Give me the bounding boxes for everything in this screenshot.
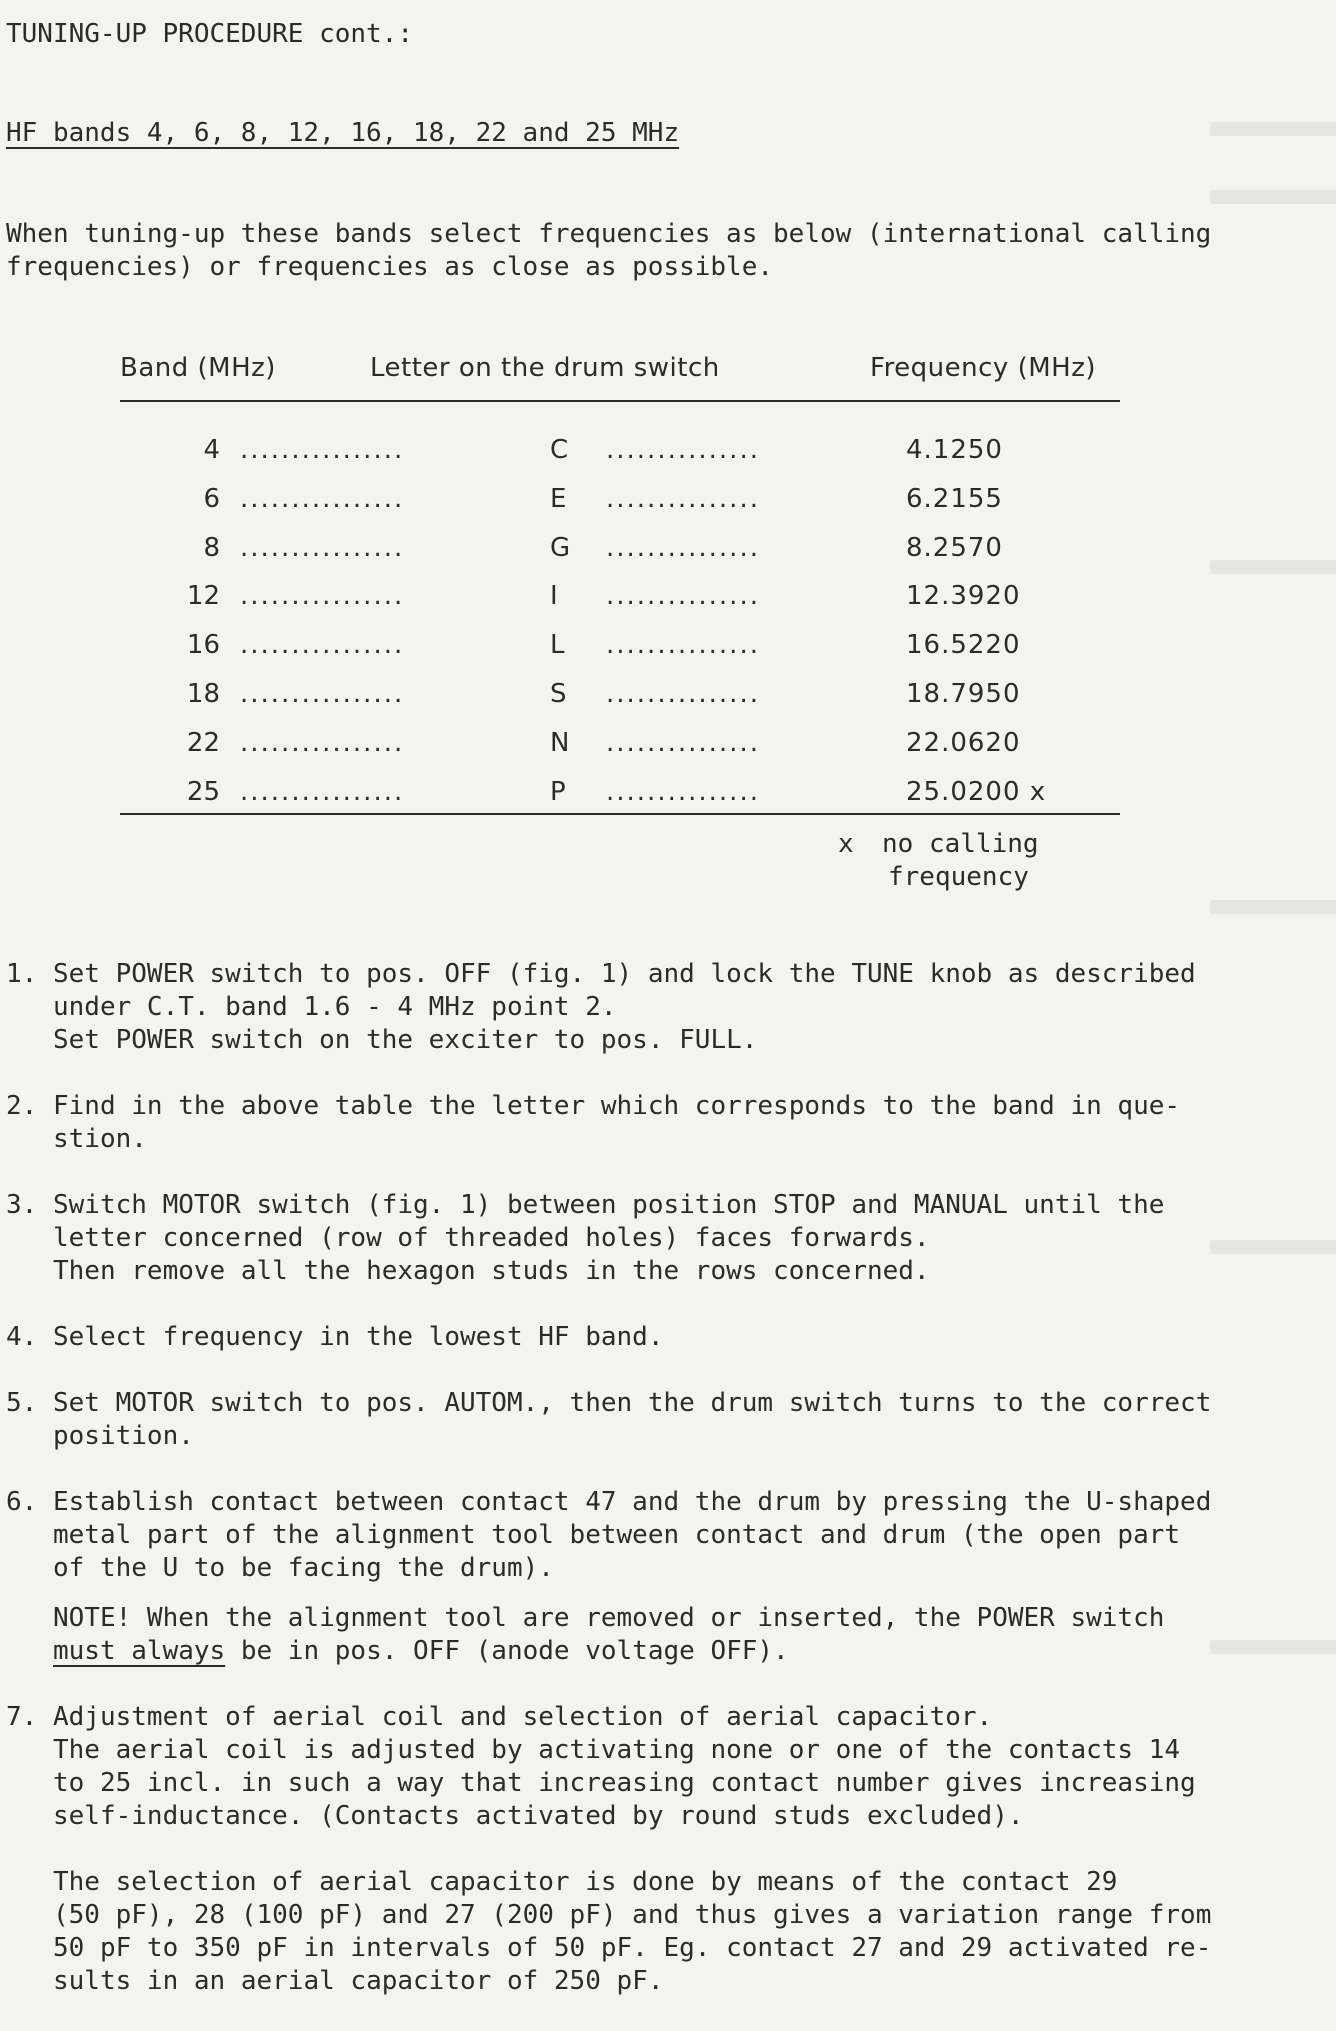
table-row (120, 670, 1120, 719)
table-bottom-rule (120, 813, 1120, 815)
cell-frequency: 16.5220 (906, 630, 1021, 661)
step-text (53, 1701, 1326, 1833)
frequency-table (120, 352, 1120, 392)
table-row (120, 719, 1120, 768)
step-line: Find in the above table the letter which corresponds to the band in que- (53, 1091, 1181, 1121)
leader-dots: ................ (240, 727, 405, 758)
step-line: metal part of the alignment tool between contact and drum (the open part (53, 1520, 1181, 1550)
cell-frequency: 6.2155 (906, 483, 1003, 514)
table-row (120, 475, 1120, 524)
leader-dots: ................ (240, 630, 405, 661)
header-band: Band (MHz) (120, 353, 276, 383)
bleed-through-mark (1210, 122, 1336, 136)
step-line: Switch MOTOR switch (fig. 1) between position STOP and MANUAL until the (53, 1190, 1165, 1220)
step-line: of the U to be facing the drum). (53, 1553, 554, 1583)
cell-letter: I (550, 581, 558, 612)
step-line: The selection of aerial capacitor is done by means of the contact 29 (53, 1867, 1118, 1897)
section-heading: HF bands 4, 6, 8, 12, 16, 18, 22 and 25 MHz (6, 118, 680, 148)
step-text (53, 1387, 1326, 1453)
footnote-line-2: frequency (888, 862, 1029, 892)
table-footnote (838, 828, 1138, 894)
leader-dots: ............... (606, 435, 760, 465)
step-line: sults in an aerial capacitor of 250 pF. (53, 1966, 664, 1996)
step-5 (6, 1387, 1326, 1453)
cell-band: 18 (186, 678, 220, 709)
leader-dots: ............... (606, 630, 760, 661)
step-number: 4. (6, 1322, 38, 1352)
step-line: The aerial coil is adjusted by activating none or one of the contacts 14 (53, 1735, 1181, 1765)
step-2 (6, 1090, 1326, 1156)
step-line: Set MOTOR switch to pos. AUTOM., then the drum switch turns to the correct (53, 1388, 1212, 1418)
cell-band: 16 (186, 630, 220, 661)
header-letter: Letter on the drum switch (370, 353, 720, 383)
step-number: 2. (6, 1091, 38, 1121)
leader-dots: ................ (240, 435, 405, 465)
header-frequency: Frequency (MHz) (870, 353, 1096, 383)
table-row (120, 524, 1120, 573)
step-line: stion. (53, 1124, 147, 1154)
step-text (53, 1189, 1326, 1288)
step-line: Set POWER switch on the exciter to pos. FULL. (53, 1025, 758, 1055)
leader-dots: ................ (240, 532, 405, 563)
cell-letter: S (550, 678, 567, 709)
leader-dots: ................ (240, 581, 405, 612)
cell-band: 8 (203, 532, 220, 563)
step-number: 3. (6, 1190, 38, 1220)
step-text (53, 958, 1326, 1057)
step-line: letter concerned (row of threaded holes) faces forwards. (53, 1223, 930, 1253)
step-number: 7. (6, 1702, 38, 1732)
step-paragraph (53, 1866, 1326, 1998)
leader-dots: ................ (240, 678, 405, 709)
footnote-mark: x (838, 829, 854, 859)
cell-band: 6 (203, 483, 220, 514)
table-body (120, 426, 1120, 816)
step-line: Set POWER switch to pos. OFF (fig. 1) and lock the TUNE knob as described (53, 959, 1196, 989)
step-4 (6, 1321, 1326, 1354)
step-text (53, 1090, 1326, 1156)
step-line: (50 pF), 28 (100 pF) and 27 (200 pF) and thus gives a variation range from (53, 1900, 1212, 1930)
leader-dots: ............... (606, 483, 760, 514)
cell-frequency: 22.0620 (906, 727, 1021, 758)
procedure-steps (6, 958, 1326, 2031)
cell-frequency: 25.0200 x (906, 776, 1047, 807)
table-row (120, 768, 1120, 817)
cell-letter: C (550, 435, 569, 465)
cell-band: 4 (203, 435, 220, 465)
bleed-through-mark (1210, 190, 1336, 204)
step-6 (6, 1486, 1326, 1668)
cell-frequency: 12.3920 (906, 581, 1021, 612)
cell-letter: N (550, 727, 570, 758)
step-number: 5. (6, 1388, 38, 1418)
step-line: self-inductance. (Contacts activated by round studs excluded). (53, 1801, 1024, 1831)
step-line: position. (53, 1421, 194, 1451)
cell-band: 22 (186, 727, 220, 758)
step-line: to 25 incl. in such a way that increasing contact number gives increasing (53, 1768, 1196, 1798)
cell-letter: L (550, 630, 565, 661)
table-header (120, 352, 1120, 392)
step-line: Adjustment of aerial coil and selection of aerial capacitor. (53, 1702, 993, 1732)
leader-dots: ................ (240, 483, 405, 514)
cell-frequency: 4.1250 (906, 435, 1003, 465)
cell-band: 12 (186, 581, 220, 612)
step-3 (6, 1189, 1326, 1288)
cell-letter: G (550, 532, 571, 563)
table-row (120, 572, 1120, 621)
step-text (53, 1321, 1326, 1354)
cell-letter: P (550, 776, 566, 807)
leader-dots: ............... (606, 727, 760, 758)
leader-dots: ............... (606, 532, 760, 563)
leader-dots: ............... (606, 581, 760, 612)
leader-dots: ............... (606, 678, 760, 709)
note-line: NOTE! When the alignment tool are removed or inserted, the POWER switch (53, 1603, 1165, 1633)
step-line: under C.T. band 1.6 - 4 MHz point 2. (53, 992, 617, 1022)
step-number: 6. (6, 1487, 38, 1517)
step-note (53, 1602, 1326, 1668)
step-1 (6, 958, 1326, 1057)
table-row (120, 426, 1120, 475)
step-line: Then remove all the hexagon studs in the rows concerned. (53, 1256, 930, 1286)
cell-band: 25 (186, 776, 220, 807)
note-line: be in pos. OFF (anode voltage OFF). (225, 1636, 789, 1666)
cell-frequency: 18.7950 (906, 678, 1021, 709)
bleed-through-mark (1210, 560, 1336, 574)
cell-frequency: 8.2570 (906, 532, 1003, 563)
table-top-rule (120, 400, 1120, 402)
page-title: TUNING-UP PROCEDURE cont.: (6, 19, 413, 49)
step-text (53, 1486, 1326, 1585)
leader-dots: ............... (606, 776, 760, 807)
table-row (120, 621, 1120, 670)
step-line: 50 pF to 350 pF in intervals of 50 pF. Eg. contact 27 and 29 activated re- (53, 1933, 1212, 1963)
note-emphasis: must always (53, 1636, 226, 1666)
intro-paragraph: When tuning-up these bands select frequencies as below (international calling frequencies) or frequencies as close as possible. (6, 219, 1212, 282)
step-number: 1. (6, 959, 38, 989)
step-7 (6, 1701, 1326, 1998)
leader-dots: ................ (240, 776, 405, 807)
step-line: Establish contact between contact 47 and the drum by pressing the U-shaped (53, 1487, 1212, 1517)
footnote-line-1: no calling (882, 829, 1039, 859)
cell-letter: E (550, 483, 567, 514)
step-line: Select frequency in the lowest HF band. (53, 1322, 664, 1352)
bleed-through-mark (1210, 900, 1336, 914)
